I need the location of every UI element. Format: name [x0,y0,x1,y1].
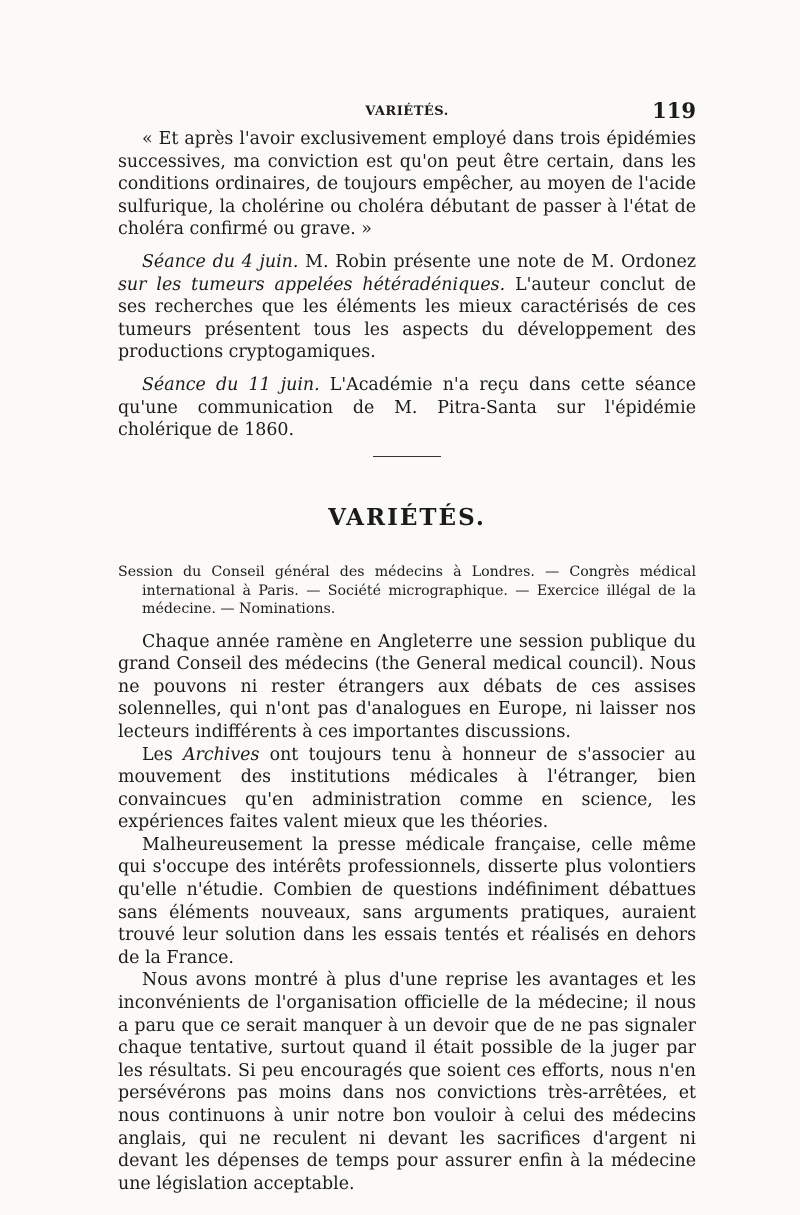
body-paragraph: Malheureusement la presse médicale française, celle même qui s'occupe des intérêts professionnels, disserte plus volontiers qu'elle n'étudie. Combien de questions indéfiniment débattues sans éléments nouveaux, sans arguments pratiques, auraient trouvé leur solution dans les essais tentés et réalisés en dehors de la France. [118,834,696,968]
section-title: VARIÉTÉS. [328,503,486,531]
section-divider [373,456,441,457]
seance-paragraph [118,251,696,364]
body-text-segment: ont toujours tenu à honneur de s'associer au mouvement des institutions médicales à l'étranger, bien convaincues qu'en administration comme en science, les expériences faites valent mieux que les théories. [118,744,696,833]
body-paragraph: Chaque année ramène en Angleterre une session publique du grand Conseil des médecins (the General medical council). Nous ne pouvons ni rester étrangers aux débats de ces assises solennelles, qui n'ont pas d'analogues en Europe, ni laisser nos lecteurs indifférents à ces importantes discussions. [118,631,696,742]
seance-date: Séance du 11 juin. [142,374,320,395]
journal-title: Archives [182,744,260,765]
seance-italic-title: sur les tumeurs appelées hétéradéniques. [118,274,506,295]
section-summary: Session du Conseil général des médecins à Londres. — Congrès médical international à Paris. — Société micrographique. — Exercice illégal de la médecine. — Nominations. [118,564,696,618]
running-title: VARIÉTÉS. [365,104,449,119]
page-number: 119 [652,98,696,123]
seance-text: L'auteur conclut de ses recherches que les éléments les mieux caractérisés de ces tumeurs présentent tous les aspects du développement des productions cryptogamiques. [118,274,696,363]
quote-paragraph: « Et après l'avoir exclusivement employé dans trois épidémies successives, ma conviction est qu'on peut être certain, dans les conditions ordinaires, de toujours empêcher, au moyen de l'acide sulfurique, la cholérine ou choléra débutant de passer à l'état de choléra confirmé ou grave. » [118,129,696,240]
page-header [118,98,696,126]
seance-text: M. Robin présente une note de M. Ordonez [298,251,696,272]
page-body [118,128,696,1195]
seance-text: L'Académie n'a reçu dans cette séance qu'une communication de M. Pitra-Santa sur l'épidémie cholérique de 1860. [118,374,697,441]
body-text-segment: Les [142,744,183,765]
body-paragraph: Nous avons montré à plus d'une reprise les avantages et les inconvénients de l'organisation officielle de la médecine; il nous a paru que ce serait manquer à un devoir que de ne pas signaler chaque tentative, surtout quand il était possible de la juger par les résultats. Si peu encouragés que soient ces efforts, nous n'en persévérons pas moins dans nos convictions très-arrêtées, et nous continuons à unir notre bon vouloir à celui des médecins anglais, qui ne reculent ni devant les sacrifices d'argent ni devant les dépenses de temps pour assurer enfin à la médecine une législation acceptable. [118,970,696,1194]
body-paragraph [118,744,696,834]
seance-paragraph [118,374,696,442]
seance-date: Séance du 4 juin. [142,251,299,272]
